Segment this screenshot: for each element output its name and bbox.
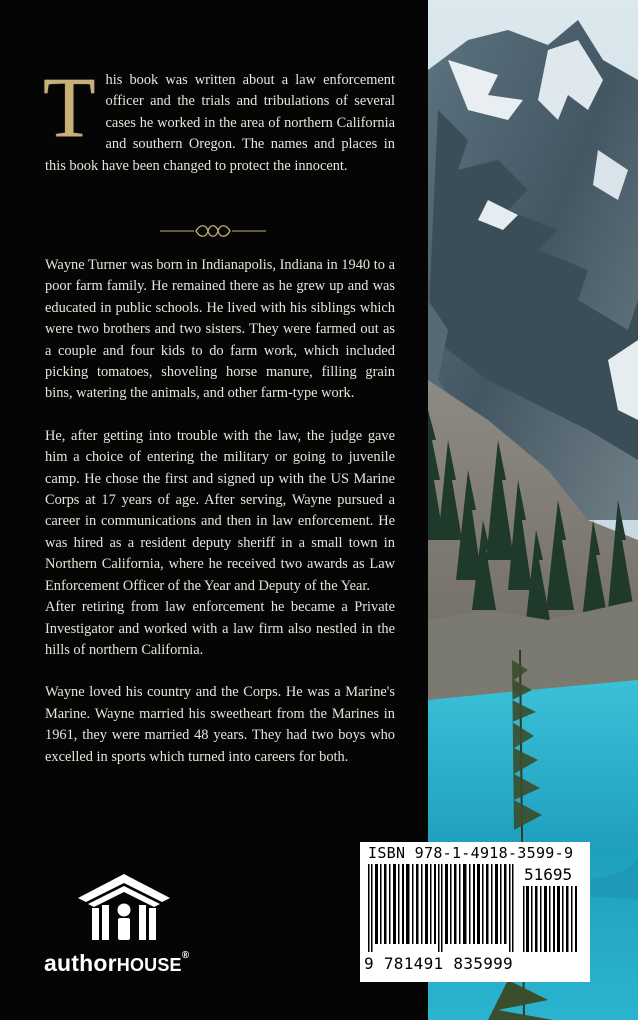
- synopsis-paragraph-1: Wayne Turner was born in Indianapolis, Indiana in 1940 to a poor farm family. He remained there as he grew up and was educated in public schools. He lived with his siblings which were two brothers and two sisters. They were farmed out as a couple and four kids to do farm work, which included picking tomatoes, shoveling horse manure, filling grain bins, watering the animals, and other farm-type work.: [45, 257, 395, 402]
- ornament-divider-icon: [160, 222, 266, 240]
- isbn-label: ISBN 978-1-4918-3599-9: [368, 844, 574, 862]
- publisher-logo: [44, 872, 210, 982]
- authorhouse-house-icon: [74, 872, 174, 944]
- isbn-barcode: [360, 842, 590, 982]
- addon-barcode-bars: [522, 886, 578, 952]
- synopsis-paragraph-4: Wayne loved his country and the Corps. He was a Marine's Marine. Wayne married his sweetheart from the Marines in 1961, they were married 48 years. They had two boys who excelled in sports which turned into careers for both.: [45, 684, 395, 765]
- synopsis-section: [45, 255, 395, 789]
- intro-paragraph: his book was written about a law enforcement officer and the trials and tribulations of several cases he worked in the area of northern California and southern Oregon. The names and places in this book have been changed to protect the innocent.: [45, 72, 395, 174]
- barcode-bars: [366, 864, 516, 952]
- intro-section: [43, 59, 395, 177]
- drop-cap: T: [43, 59, 96, 155]
- price-code: 51695: [524, 865, 573, 884]
- synopsis-paragraph-2: He, after getting into trouble with the law, the judge gave him a choice of entering the military or going to juvenile camp. He chose the first and signed up with the US Marine Corps at 17 years of age. After serving, Wayne pursued a career in communications and then in law enforcement. He was hired as a resident deputy sheriff in a small town in Northern California, where he received two awards as Law Enforcement Officer of the Year and Deputy of the Year.: [45, 427, 395, 594]
- ean-digits: 9 781491 835999: [364, 954, 513, 973]
- publisher-name: authorHOUSE®: [44, 950, 190, 976]
- synopsis-paragraph-3: After retiring from law enforcement he became a Private Investigator and worked with a law firm also nestled in the hills of northern California.: [45, 599, 395, 658]
